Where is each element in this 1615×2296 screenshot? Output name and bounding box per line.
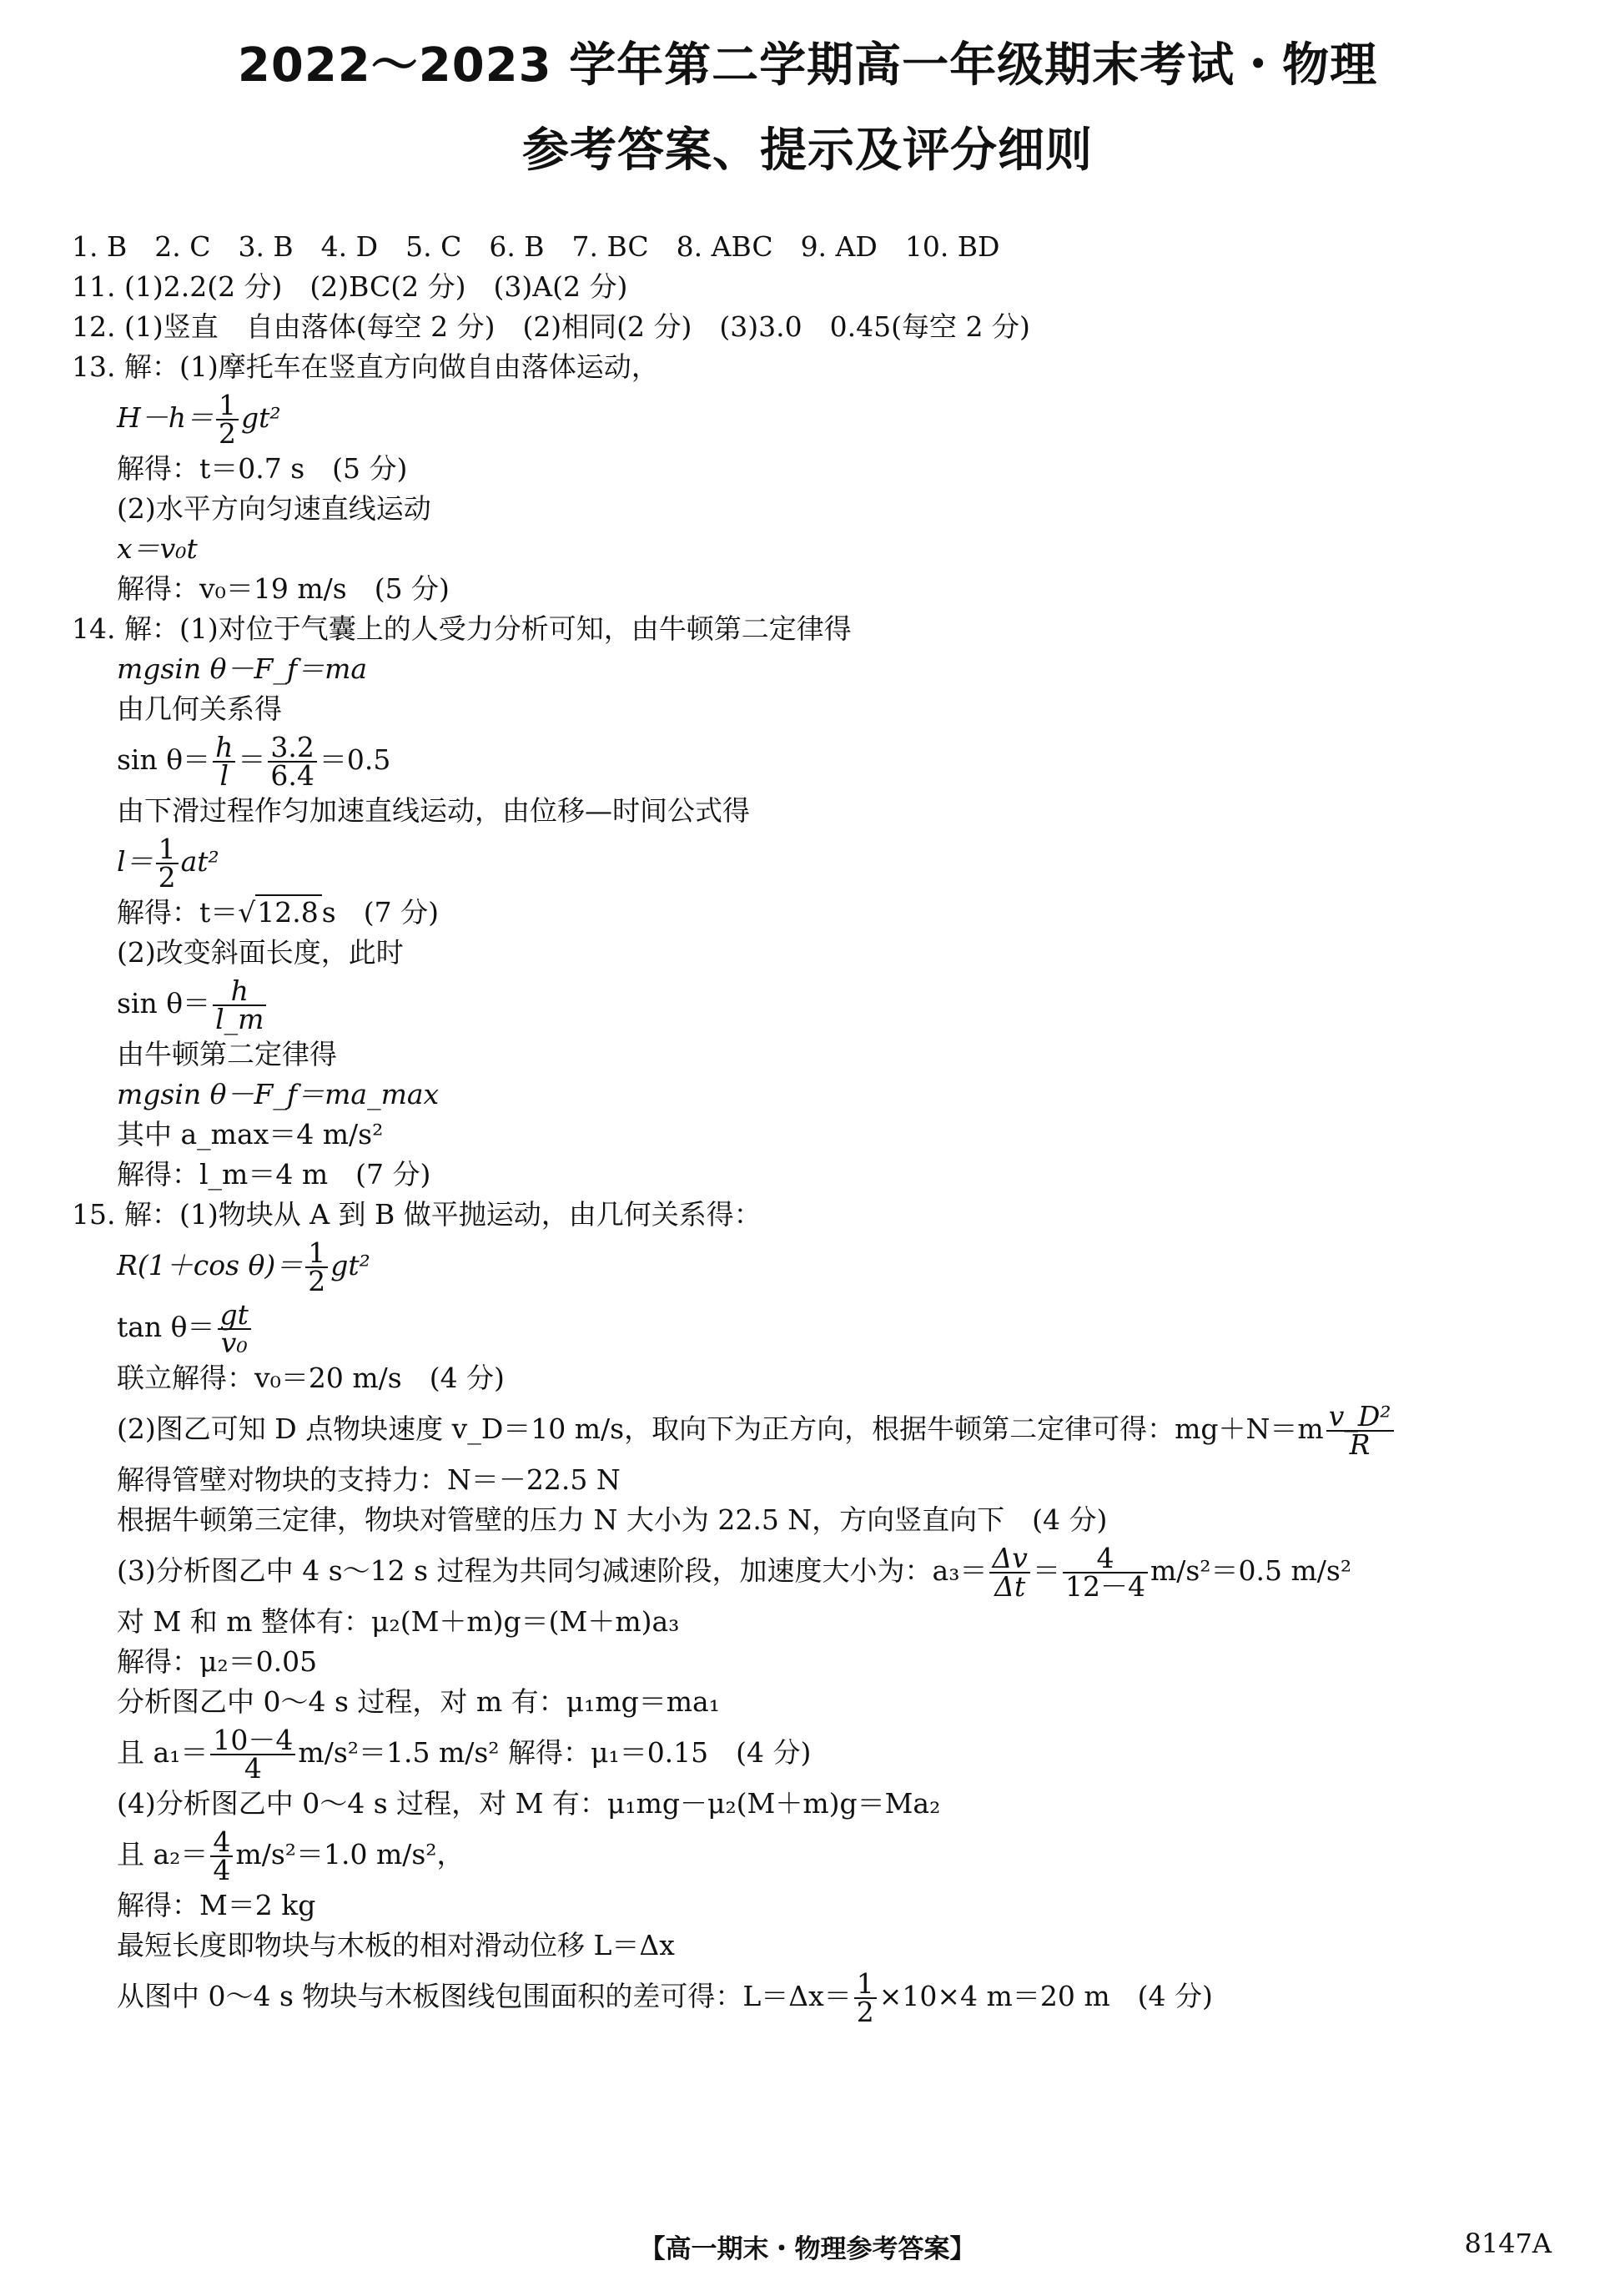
choice-answers: 1. B 2. C 3. B 4. D 5. C 6. B 7. BC 8. ABC 9. AD 10. BD <box>72 230 1000 263</box>
q15-part-3: (3)分析图乙中 4 s～12 s 过程为共同匀减速阶段，加速度大小为：a₃＝ $\frac{\Delta v}{\Delta t}$ ＝ $\frac{4}{12-4}$ m/s²＝0.5 m/s² <box>117 1542 1352 1603</box>
q14-motion: 由下滑过程作匀加速直线运动，由位移—时间公式得 <box>117 794 750 827</box>
q15-tan-equation: tan θ＝ $\frac{gt}{\text{v₀}}$ <box>72 1297 1573 1358</box>
q14-where: 其中 a_max＝4 m/s² <box>117 1118 384 1151</box>
q14-sin-equation-2: sin θ＝ $\frac{h}{l\_m}$ <box>72 973 1573 1035</box>
q11-answer: 11. (1)2.2(2 分) (2)BC(2 分) (3)A(2 分) <box>72 270 628 303</box>
fraction: $\frac{1}{2}$ <box>305 1240 328 1295</box>
q13-equation-1 <box>72 387 1573 449</box>
q14-sin-equation: sin θ＝ $\frac{h}{l}$ ＝ $\frac{3.2}{6.4}$ ＝0.5 <box>117 731 391 792</box>
q15-part-2-third-law: 根据牛顿第三定律，物块对管壁的压力 N 大小为 22.5 N，方向竖直向下 (4 分) <box>117 1503 1108 1536</box>
document-code: 8147A <box>1464 2228 1552 2259</box>
fraction: $\frac{4}{12-4}$ <box>1063 1545 1148 1600</box>
answer-content <box>72 227 1573 2027</box>
fraction: $\frac{1}{2}$ <box>216 392 239 447</box>
q12-answer: 12. (1)竖直 自由落体(每空 2 分) (2)相同(2 分) (3)3.0 0.45(每空 2 分) <box>72 310 1030 343</box>
page-footer: 【高一期末・物理参考答案】 <box>639 2234 976 2264</box>
q15-part-3-small-block: 分析图乙中 0～4 s 过程，对 m 有：μ₁mg＝ma₁ <box>117 1685 720 1718</box>
q13-solution-2: 解得：v₀＝19 m/s (5 分) <box>117 572 450 605</box>
fraction: $\frac{\Delta v}{\Delta t}$ <box>989 1545 1029 1600</box>
fraction: $\frac{gt}{\text{v₀}}$ <box>218 1302 251 1357</box>
q15-part-4-area: 从图中 0～4 s 物块与木板图线包围面积的差可得：L＝Δx＝ $\frac{1}{2}$ ×10×4 m＝20 m (4 分) <box>117 1967 1213 2028</box>
q15-part-4-shortest: 最短长度即物块与木板的相对滑动位移 L＝Δx <box>117 1929 675 1961</box>
q13-part-2: (2)水平方向匀速直线运动 <box>117 492 431 525</box>
q15-part-4-solution: 解得：M＝2 kg <box>117 1889 316 1921</box>
q14-equation-2: mgsin θ－F_f＝ma_max <box>117 1078 440 1110</box>
q14-displacement-equation: l＝ $\frac{1}{2}$ at² <box>117 833 219 894</box>
q13-solution-1: 解得：t＝0.7 s (5 分) <box>117 452 408 485</box>
q13-equation-2: x＝v₀t <box>117 532 198 565</box>
sqrt-value: 12.8 <box>255 894 321 929</box>
fraction: $\frac{1}{2}$ <box>854 1971 877 2026</box>
q14-equation-1: mgsin θ－F_f＝ma <box>117 652 368 685</box>
q15-part-4: (4)分析图乙中 0～4 s 过程，对 M 有：μ₁mg－μ₂(M＋m)g＝Ma₂ <box>117 1787 941 1820</box>
eq-text: H－h＝ <box>117 401 214 434</box>
eq-text: gt² <box>241 401 281 434</box>
q15-part-2: (2)图乙可知 D 点物块速度 v_D＝10 m/s，取向下为正方向，根据牛顿第二定律可得：mg＋N＝m $\frac{\text{v\_D²}}{R}$ <box>72 1398 1573 1460</box>
q15-part-3-a1: 且 a₁＝ $\frac{10-4}{4}$ m/s²＝1.5 m/s² 解得：μ₁＝0.15 (4 分) <box>117 1724 812 1785</box>
q15-part-4-a2: 且 a₂＝ $\frac{4}{4}$ m/s²＝1.0 m/s²， <box>117 1825 465 1886</box>
q13-head: 13. 解：(1)摩托车在竖直方向做自由落体运动， <box>72 350 659 383</box>
fraction: $\frac{\text{v\_D²}}{R}$ <box>1326 1403 1394 1458</box>
q15-head: 15. 解：(1)物块从 A 到 B 做平抛运动，由几何关系得： <box>72 1198 762 1231</box>
fraction: $\frac{1}{2}$ <box>156 836 179 891</box>
q14-solution-1: 解得：t＝√12.8 s (7 分) <box>117 896 439 929</box>
fraction: $\frac{10-4}{4}$ <box>210 1727 295 1782</box>
fraction: $\frac{h}{l}$ <box>213 734 235 789</box>
q15-part-3-whole: 对 M 和 m 整体有：μ₂(M＋m)g＝(M＋m)a₃ <box>117 1605 680 1638</box>
q14-geometry: 由几何关系得 <box>117 692 282 725</box>
fraction: $\frac{4}{4}$ <box>210 1829 233 1884</box>
q14-head: 14. 解：(1)对位于气囊上的人受力分析可知，由牛顿第二定律得 <box>72 612 852 645</box>
q14-part-2: (2)改变斜面长度，此时 <box>117 936 404 969</box>
q14-solution-2: 解得：l_m＝4 m (7 分) <box>117 1158 431 1191</box>
document-title: 2022～2023 学年第二学期高一年级期末考试・物理 <box>237 38 1378 93</box>
document-subtitle: 参考答案、提示及评分细则 <box>522 123 1093 178</box>
q15-solution-1: 联立解得：v₀＝20 m/s (4 分) <box>117 1362 505 1394</box>
q15-part-3-solution: 解得：μ₂＝0.05 <box>117 1645 318 1678</box>
q15-equation-1: R(1＋cos θ)＝ $\frac{1}{2}$ gt² <box>117 1236 370 1297</box>
fraction: $\frac{3.2}{6.4}$ <box>268 734 316 789</box>
q14-newton: 由牛顿第二定律得 <box>117 1038 337 1070</box>
q15-part-2-solution: 解得管壁对物块的支持力：N＝－22.5 N <box>117 1463 621 1496</box>
fraction: $\frac{h}{l\_m}$ <box>213 978 266 1033</box>
